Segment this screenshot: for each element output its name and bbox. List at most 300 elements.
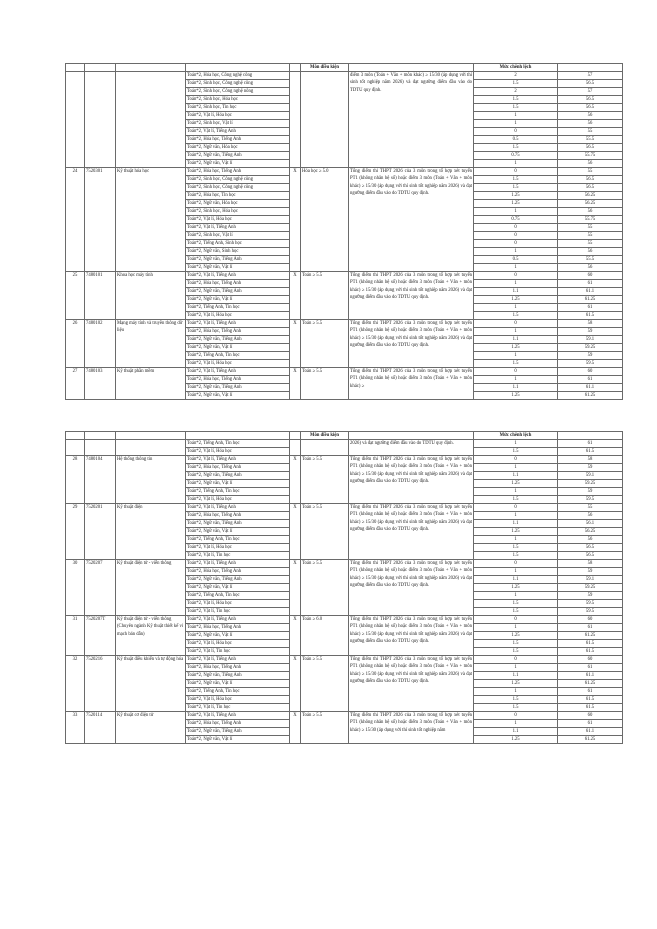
combo-cell: Toán*2, Tiếng Anh, Tin học xyxy=(186,304,290,312)
combo-cell: Toán*2, Sinh học, Vật lí xyxy=(186,232,290,240)
header-cell xyxy=(558,432,623,440)
combo-cell: Toán*2, Hóa học, Tiếng Anh xyxy=(186,624,290,632)
major-cell: Kỹ thuật phần mềm xyxy=(116,368,186,400)
code-cell: 7520207 xyxy=(85,560,116,616)
combo-cell: Toán*2, Vật lí, Tin học xyxy=(186,608,290,616)
combo-cell: Toán*2, Vật lí, Hóa học xyxy=(186,312,290,320)
diff-cell: 1.5 xyxy=(474,448,558,456)
combo-cell: Toán*2, Ngữ văn, Tiếng Anh xyxy=(186,152,290,160)
combo-cell: Toán*2, Ngữ văn, Vật lí xyxy=(186,680,290,688)
diff-cell: 1.25 xyxy=(474,296,558,304)
mark-cell: X xyxy=(290,168,301,272)
combo-cell: Toán*2, Hóa học, Tiếng Anh xyxy=(186,464,290,472)
score-cell: 61.1 xyxy=(558,672,623,680)
combo-cell: Toán*2, Ngữ văn, Tiếng Anh xyxy=(186,336,290,344)
combo-cell: Toán*2, Ngữ văn, Tiếng Anh xyxy=(186,672,290,680)
score-cell: 56.25 xyxy=(558,192,623,200)
diff-cell: 0.5 xyxy=(474,256,558,264)
diff-cell: 1 xyxy=(474,120,558,128)
header-condition: Môn điều kiện xyxy=(301,64,349,72)
table-row xyxy=(66,560,623,568)
major-cell: Hệ thống thông tin xyxy=(116,456,186,504)
condition-cell: Toán ≥ 5.5 xyxy=(301,456,349,504)
combo-cell: Toán*2, Vật lí, Hóa học xyxy=(186,496,290,504)
combo-cell: Toán*2, Tiếng Anh, Tin học xyxy=(186,536,290,544)
diff-cell: 1.5 xyxy=(474,496,558,504)
score-cell: 61.5 xyxy=(558,696,623,704)
score-cell: 59 xyxy=(558,328,623,336)
diff-cell: 1.5 xyxy=(474,608,558,616)
score-cell: 58 xyxy=(558,320,623,328)
diff-cell: 1.5 xyxy=(474,104,558,112)
code-cell xyxy=(85,72,116,168)
score-cell: 55 xyxy=(558,232,623,240)
diff-cell: 1.25 xyxy=(474,632,558,640)
mark-cell: X xyxy=(290,272,301,320)
note-cell: Tổng điểm thi THPT 2026 của 3 môn trong tổ hợp xét tuyển PT1 (không nhân hệ số) hoặc điểm 3 môn (Toán + Văn + môn khác) ≥ xyxy=(349,368,474,400)
combo-cell: Toán*2, Vật lí, Tin học xyxy=(186,704,290,712)
diff-cell: 1.25 xyxy=(474,584,558,592)
major-cell: Kỹ thuật điện tử - viễn thông xyxy=(116,560,186,616)
table-row xyxy=(66,272,623,280)
score-cell: 55.75 xyxy=(558,216,623,224)
major-cell: Kỹ thuật điện tử - viễn thông (Chuyên ngành Kỹ thuật thiết kế vi mạch bán dẫn) xyxy=(116,616,186,656)
condition-cell: Toán ≥ 5.5 xyxy=(301,320,349,368)
score-cell: 61.5 xyxy=(558,312,623,320)
note-cell: Tổng điểm thi THPT 2026 của 3 môn trong tổ hợp xét tuyển PT1 (không nhân hệ số) hoặc điểm 3 môn (Toán + Văn + môn khác) ≥ 15/30 (áp dụng với thí sinh tốt nghiệp năm 2026) và đạt ngưỡng điểm đầu vào do TDTU quy định. xyxy=(349,616,474,656)
diff-cell: 1 xyxy=(474,304,558,312)
diff-cell: 1.1 xyxy=(474,728,558,736)
combo-cell: Toán*2, Vật lí, Tiếng Anh xyxy=(186,616,290,624)
score-cell: 61.5 xyxy=(558,640,623,648)
combo-cell: Toán*2, Hóa học, Tiếng Anh xyxy=(186,328,290,336)
score-cell: 59 xyxy=(558,592,623,600)
combo-cell: Toán*2, Ngữ văn, Vật lí xyxy=(186,160,290,168)
header-cell xyxy=(85,432,116,440)
diff-cell: 1.5 xyxy=(474,600,558,608)
combo-cell: Toán*2, Sinh học, Công nghệ công xyxy=(186,80,290,88)
diff-cell: 1 xyxy=(474,248,558,256)
diff-cell: 0 xyxy=(474,560,558,568)
major-cell xyxy=(116,440,186,456)
score-cell: 61.5 xyxy=(558,704,623,712)
condition-cell: Toán ≥ 5.5 xyxy=(301,656,349,712)
combo-cell: Toán*2, Sinh học, Hóa học xyxy=(186,96,290,104)
combo-cell: Toán*2, Ngữ văn, Tiếng Anh xyxy=(186,728,290,736)
major-cell: Kỹ thuật điện xyxy=(116,504,186,560)
score-cell: 59.1 xyxy=(558,336,623,344)
score-cell: 56.5 xyxy=(558,552,623,560)
combo-cell: Toán*2, Sinh học, Tin học xyxy=(186,104,290,112)
score-cell: 56 xyxy=(558,248,623,256)
diff-cell: 1.5 xyxy=(474,640,558,648)
diff-cell: 0 xyxy=(474,168,558,176)
score-cell: 59.5 xyxy=(558,360,623,368)
table-row xyxy=(66,616,623,624)
score-cell: 56 xyxy=(558,536,623,544)
combo-cell: Toán*2, Vật lí, Tiếng Anh xyxy=(186,272,290,280)
major-cell: Kỹ thuật hóa học xyxy=(116,168,186,272)
combo-cell: Toán*2, Vật lí, Hóa học xyxy=(186,448,290,456)
combo-cell: Toán*2, Ngữ văn, Vật lí xyxy=(186,344,290,352)
score-cell: 56.5 xyxy=(558,144,623,152)
combo-cell: Toán*2, Vật lí, Tiếng Anh xyxy=(186,224,290,232)
diff-cell: 0 xyxy=(474,128,558,136)
diff-cell: 1.25 xyxy=(474,344,558,352)
score-cell: 61.25 xyxy=(558,680,623,688)
score-cell: 61.1 xyxy=(558,728,623,736)
diff-cell: 1.5 xyxy=(474,360,558,368)
score-cell: 59 xyxy=(558,488,623,496)
mark-cell: X xyxy=(290,368,301,400)
combo-cell: Toán*2, Hóa học, Tiếng Anh xyxy=(186,664,290,672)
diff-cell: 0 xyxy=(474,240,558,248)
header-cell xyxy=(349,432,474,440)
combo-cell: Toán*2, Hóa học, Công nghệ công xyxy=(186,72,290,80)
score-cell: 58 xyxy=(558,456,623,464)
combo-cell: Toán*2, Sinh học, Vật lí xyxy=(186,120,290,128)
combo-cell: Toán*2, Ngữ văn, Tiếng Anh xyxy=(186,472,290,480)
combo-cell: Toán*2, Ngữ văn, Vật lí xyxy=(186,736,290,744)
diff-cell: 0.75 xyxy=(474,152,558,160)
major-cell: Khoa học máy tính xyxy=(116,272,186,320)
header-cell xyxy=(85,64,116,72)
header-score-diff: Mức chênh lệch xyxy=(474,64,558,72)
diff-cell: 1 xyxy=(474,688,558,696)
header-cell xyxy=(290,432,301,440)
condition-cell: Toán ≥ 5.5 xyxy=(301,712,349,744)
header-condition: Môn điều kiện xyxy=(301,432,349,440)
header-cell xyxy=(558,64,623,72)
mark-cell: X xyxy=(290,616,301,656)
diff-cell: 1.25 xyxy=(474,528,558,536)
stt-cell: 30 xyxy=(66,560,85,616)
combo-cell: Toán*2, Tiếng Anh, Tin học xyxy=(186,688,290,696)
combo-cell: Toán*2, Ngữ văn, Tiếng Anh xyxy=(186,384,290,392)
stt-cell: 27 xyxy=(66,368,85,400)
diff-cell: 1.1 xyxy=(474,336,558,344)
diff-cell: 1.5 xyxy=(474,648,558,656)
code-cell: 7480103 xyxy=(85,368,116,400)
diff-cell: 0 xyxy=(474,504,558,512)
score-cell: 59 xyxy=(558,464,623,472)
combo-cell: Toán*2, Vật lí, Hóa học xyxy=(186,544,290,552)
code-cell: 7520114 xyxy=(85,712,116,744)
score-cell: 59.5 xyxy=(558,496,623,504)
combo-cell: Toán*2, Vật lí, Tiếng Anh xyxy=(186,560,290,568)
diff-cell: 1 xyxy=(474,328,558,336)
combo-cell: Toán*2, Vật lí, Hóa học xyxy=(186,216,290,224)
diff-cell: 1 xyxy=(474,208,558,216)
mark-cell: X xyxy=(290,456,301,504)
score-cell: 61 xyxy=(558,304,623,312)
table-row xyxy=(66,72,623,80)
score-cell: 56.1 xyxy=(558,520,623,528)
table-page-2 xyxy=(65,431,622,744)
combo-cell: Toán*2, Vật lí, Tiếng Anh xyxy=(186,504,290,512)
combo-cell: Toán*2, Ngữ văn, Vật lí xyxy=(186,480,290,488)
table-row xyxy=(66,656,623,664)
score-cell: 60 xyxy=(558,616,623,624)
table-row xyxy=(66,320,623,328)
score-cell: 56.5 xyxy=(558,176,623,184)
diff-cell: 1.1 xyxy=(474,520,558,528)
combo-cell: Toán*2, Tiếng Anh, Tin học xyxy=(186,592,290,600)
combo-cell: Toán*2, Hóa học, Tiếng Anh xyxy=(186,168,290,176)
condition-cell: Toán ≥ 5.5 xyxy=(301,272,349,320)
combo-cell: Toán*2, Sinh học, Công nghệ công xyxy=(186,184,290,192)
diff-cell: 0.75 xyxy=(474,216,558,224)
condition-cell: Toán ≥ 5.5 xyxy=(301,560,349,616)
mark-cell: X xyxy=(290,504,301,560)
score-cell: 60 xyxy=(558,368,623,376)
combo-cell: Toán*2, Vật lí, Tiếng Anh xyxy=(186,656,290,664)
combo-cell: Toán*2, Ngữ văn, Hóa học xyxy=(186,144,290,152)
combo-cell: Toán*2, Tiếng Anh, Sinh học xyxy=(186,240,290,248)
combo-cell: Toán*2, Vật lí, Tiếng Anh xyxy=(186,456,290,464)
diff-cell: 0 xyxy=(474,320,558,328)
condition-cell: Hóa học ≥ 5.0 xyxy=(301,168,349,272)
note-cell: Tổng điểm thi THPT 2026 của 3 môn trong tổ hợp xét tuyển PT1 (không nhân hệ số) hoặc điểm 3 môn (Toán + Văn + môn khác) ≥ 15/30 (áp dụng với thí sinh tốt nghiệp năm 2026) và đạt ngưỡng điểm đầu vào do TDTU quy định. xyxy=(349,272,474,320)
combo-cell: Toán*2, Hóa học, Tin học xyxy=(186,192,290,200)
note-cell: Tổng điểm thi THPT 2026 của 3 môn trong tổ hợp xét tuyển PT1 (không nhân hệ số) hoặc điểm 3 môn (Toán + Văn + môn khác) ≥ 15/30 (áp dụng với thí sinh tốt nghiệp năm 2026) và đạt ngưỡng điểm đầu vào do TDTU quy định. xyxy=(349,504,474,560)
score-cell: 56.5 xyxy=(558,184,623,192)
score-cell: 61.25 xyxy=(558,736,623,744)
note-cell: Tổng điểm thi THPT 2026 của 3 môn trong tổ hợp xét tuyển PT1 (không nhân hệ số) hoặc điểm 3 môn (Toán + Văn + môn khác) ≥ 15/30 (áp dụng với thí sinh tốt nghiệp năm 2026) và đạt ngưỡng điểm đầu vào do TDTU quy định. xyxy=(349,168,474,272)
stt-cell: 28 xyxy=(66,456,85,504)
score-cell: 56 xyxy=(558,264,623,272)
combo-cell: Toán*2, Ngữ văn, Vật lí xyxy=(186,584,290,592)
score-cell: 55 xyxy=(558,504,623,512)
diff-cell: 0 xyxy=(474,656,558,664)
diff-cell: 1 xyxy=(474,112,558,120)
diff-cell: 1 xyxy=(474,488,558,496)
diff-cell: 0 xyxy=(474,616,558,624)
combo-cell: Toán*2, Ngữ văn, Tiếng Anh xyxy=(186,256,290,264)
combo-cell: Toán*2, Hóa học, Tiếng Anh xyxy=(186,280,290,288)
diff-cell: 1.25 xyxy=(474,736,558,744)
major-cell xyxy=(116,72,186,168)
score-cell: 59 xyxy=(558,352,623,360)
score-cell: 56 xyxy=(558,112,623,120)
score-cell: 59.1 xyxy=(558,472,623,480)
combo-cell: Toán*2, Ngữ văn, Hóa học xyxy=(186,200,290,208)
combo-cell: Toán*2, Ngữ văn, Vật lí xyxy=(186,264,290,272)
condition-cell: Toán ≥ 6.0 xyxy=(301,616,349,656)
score-cell: 61 xyxy=(558,376,623,384)
score-cell: 56 xyxy=(558,512,623,520)
mark-cell xyxy=(290,72,301,168)
score-cell: 56 xyxy=(558,160,623,168)
score-cell: 55 xyxy=(558,224,623,232)
score-cell: 56.5 xyxy=(558,104,623,112)
score-cell: 61.5 xyxy=(558,448,623,456)
diff-cell: 1 xyxy=(474,568,558,576)
code-cell: 7520301 xyxy=(85,168,116,272)
diff-cell: 1.1 xyxy=(474,472,558,480)
diff-cell: 1.5 xyxy=(474,176,558,184)
score-cell: 59.1 xyxy=(558,576,623,584)
score-cell: 61 xyxy=(558,624,623,632)
mark-cell: X xyxy=(290,712,301,744)
note-cell: 2026) và đạt ngưỡng điểm đầu vào do TDTU quy định. xyxy=(349,440,474,456)
code-cell: 7520216 xyxy=(85,656,116,712)
note-cell: Tổng điểm thi THPT 2026 của 3 môn trong tổ hợp xét tuyển PT1 (không nhân hệ số) hoặc điểm 3 môn (Toán + Văn + môn khác) ≥ 15/30 (áp dụng với thí sinh tốt nghiệp năm xyxy=(349,712,474,744)
header-cell xyxy=(116,432,186,440)
note-cell: Tổng điểm thi THPT 2026 của 3 môn trong tổ hợp xét tuyển PT1 (không nhân hệ số) hoặc điểm 3 môn (Toán + Văn + môn khác) ≥ 15/30 (áp dụng với thí sinh tốt nghiệp năm 2026) và đạt ngưỡng điểm đầu vào do TDTU quy định. xyxy=(349,560,474,616)
score-cell: 55.75 xyxy=(558,152,623,160)
diff-cell: 1.25 xyxy=(474,480,558,488)
score-cell: 61 xyxy=(558,720,623,728)
stt-cell: 24 xyxy=(66,168,85,272)
combo-cell: Toán*2, Ngữ văn, Vật lí xyxy=(186,528,290,536)
combo-cell: Toán*2, Hóa học, Tiếng Anh xyxy=(186,136,290,144)
header-row xyxy=(66,432,623,440)
score-cell: 59.25 xyxy=(558,480,623,488)
stt-cell xyxy=(66,440,85,456)
stt-cell: 31 xyxy=(66,616,85,656)
header-cell xyxy=(66,64,85,72)
table-row xyxy=(66,168,623,176)
diff-cell: 1.5 xyxy=(474,80,558,88)
score-cell: 59.5 xyxy=(558,608,623,616)
score-cell: 55.5 xyxy=(558,136,623,144)
combo-cell: Toán*2, Sinh học, Công nghệ công xyxy=(186,176,290,184)
admission-table xyxy=(65,431,623,744)
header-cell xyxy=(349,64,474,72)
score-cell: 55 xyxy=(558,240,623,248)
diff-cell: 1.25 xyxy=(474,200,558,208)
score-cell: 59.25 xyxy=(558,584,623,592)
score-cell: 61.5 xyxy=(558,648,623,656)
diff-cell: 1 xyxy=(474,536,558,544)
score-cell: 56.5 xyxy=(558,80,623,88)
diff-cell: 1.1 xyxy=(474,576,558,584)
diff-cell: 1.5 xyxy=(474,96,558,104)
header-cell xyxy=(186,432,290,440)
score-cell: 59.25 xyxy=(558,344,623,352)
stt-cell: 32 xyxy=(66,656,85,712)
score-cell: 61 xyxy=(558,280,623,288)
diff-cell: 1.5 xyxy=(474,544,558,552)
mark-cell: X xyxy=(290,656,301,712)
combo-cell: Toán*2, Vật lí, Hóa học xyxy=(186,112,290,120)
major-cell: Mạng máy tính và truyền thông dữ liệu xyxy=(116,320,186,368)
score-cell: 61.1 xyxy=(558,384,623,392)
code-cell: 7520207T xyxy=(85,616,116,656)
diff-cell: 0 xyxy=(474,272,558,280)
diff-cell: 1.25 xyxy=(474,192,558,200)
score-cell: 55.5 xyxy=(558,256,623,264)
note-cell: Tổng điểm thi THPT 2026 của 3 môn trong tổ hợp xét tuyển PT1 (không nhân hệ số) hoặc điểm 3 môn (Toán + Văn + môn khác) ≥ 15/30 (áp dụng với thí sinh tốt nghiệp năm 2026) và đạt ngưỡng điểm đầu vào do TDTU quy định. xyxy=(349,320,474,368)
combo-cell: Toán*2, Hóa học, Tiếng Anh xyxy=(186,376,290,384)
diff-cell: 1 xyxy=(474,592,558,600)
diff-cell: 1.5 xyxy=(474,144,558,152)
combo-cell: Toán*2, Ngữ văn, Tiếng Anh xyxy=(186,576,290,584)
combo-cell: Toán*2, Vật lí, Tiếng Anh xyxy=(186,368,290,376)
score-cell: 59 xyxy=(558,568,623,576)
diff-cell: 1 xyxy=(474,664,558,672)
score-cell: 57 xyxy=(558,72,623,80)
combo-cell: Toán*2, Vật lí, Tin học xyxy=(186,552,290,560)
score-cell: 56.25 xyxy=(558,200,623,208)
diff-cell: 1 xyxy=(474,376,558,384)
combo-cell: Toán*2, Ngữ văn, Tiếng Anh xyxy=(186,520,290,528)
diff-cell: 1 xyxy=(474,264,558,272)
score-cell: 56 xyxy=(558,208,623,216)
note-cell: điểm 3 môn (Toán + Văn + môn khác) ≥ 15/30 (áp dụng với thí sinh tốt nghiệp năm 2026) và đạt ngưỡng điểm đầu vào do TDTU quy định. xyxy=(349,72,474,168)
stt-cell: 29 xyxy=(66,504,85,560)
score-cell: 55 xyxy=(558,128,623,136)
diff-cell: 1 xyxy=(474,352,558,360)
table-row xyxy=(66,440,623,448)
combo-cell: Toán*2, Ngữ văn, Vật lí xyxy=(186,296,290,304)
code-cell: 7480104 xyxy=(85,456,116,504)
combo-cell: Toán*2, Ngữ văn, Vật lí xyxy=(186,632,290,640)
major-cell: Kỹ thuật cơ điện tử xyxy=(116,712,186,744)
combo-cell: Toán*2, Sinh học, Hóa học xyxy=(186,208,290,216)
combo-cell: Toán*2, Hóa học, Tiếng Anh xyxy=(186,512,290,520)
diff-cell: 0 xyxy=(474,456,558,464)
combo-cell: Toán*2, Vật lí, Tiếng Anh xyxy=(186,712,290,720)
score-cell: 56.5 xyxy=(558,96,623,104)
table-row xyxy=(66,712,623,720)
combo-cell: Toán*2, Sinh học, Công nghệ nông xyxy=(186,88,290,96)
condition-cell xyxy=(301,440,349,456)
combo-cell: Toán*2, Vật lí, Hóa học xyxy=(186,696,290,704)
diff-cell: 0.5 xyxy=(474,136,558,144)
score-cell: 61.1 xyxy=(558,288,623,296)
diff-cell: 1.5 xyxy=(474,704,558,712)
note-cell: Tổng điểm thi THPT 2026 của 3 môn trong tổ hợp xét tuyển PT1 (không nhân hệ số) hoặc điểm 3 môn (Toán + Văn + môn khác) ≥ 15/30 (áp dụng với thí sinh tốt nghiệp năm 2026) và đạt ngưỡng điểm đầu vào do TDTU quy định. xyxy=(349,456,474,504)
header-score-diff: Mức chênh lệch xyxy=(474,432,558,440)
diff-cell: 1.5 xyxy=(474,552,558,560)
combo-cell: Toán*2, Ngữ văn, Tiếng Anh xyxy=(186,288,290,296)
score-cell: 61 xyxy=(558,440,623,448)
table-row xyxy=(66,456,623,464)
table-row xyxy=(66,368,623,376)
stt-cell xyxy=(66,72,85,168)
diff-cell: 1.1 xyxy=(474,384,558,392)
combo-cell: Toán*2, Tiếng Anh, Tin học xyxy=(186,352,290,360)
score-cell: 60 xyxy=(558,656,623,664)
diff-cell: 1 xyxy=(474,464,558,472)
diff-cell: 0 xyxy=(474,368,558,376)
diff-cell: 1 xyxy=(474,160,558,168)
combo-cell: Toán*2, Vật lí, Hóa học xyxy=(186,360,290,368)
combo-cell: Toán*2, Vật lí, Hóa học xyxy=(186,600,290,608)
score-cell: 61.25 xyxy=(558,296,623,304)
combo-cell: Toán*2, Vật lí, Tiếng Anh xyxy=(186,320,290,328)
score-cell: 56.25 xyxy=(558,528,623,536)
combo-cell: Toán*2, Vật lí, Tin học xyxy=(186,648,290,656)
diff-cell: 0 xyxy=(474,224,558,232)
diff-cell: 1 xyxy=(474,280,558,288)
diff-cell: 1.5 xyxy=(474,184,558,192)
score-cell: 61 xyxy=(558,688,623,696)
diff-cell: 0 xyxy=(474,232,558,240)
score-cell: 61 xyxy=(558,664,623,672)
mark-cell xyxy=(290,440,301,456)
score-cell: 55 xyxy=(558,168,623,176)
condition-cell: Toán ≥ 5.5 xyxy=(301,368,349,400)
diff-cell: 1 xyxy=(474,440,558,448)
score-cell: 59.5 xyxy=(558,600,623,608)
diff-cell: 1.1 xyxy=(474,672,558,680)
code-cell: 7480101 xyxy=(85,272,116,320)
combo-cell: Toán*2, Tiếng Anh, Tin học xyxy=(186,440,290,448)
score-cell: 60 xyxy=(558,272,623,280)
